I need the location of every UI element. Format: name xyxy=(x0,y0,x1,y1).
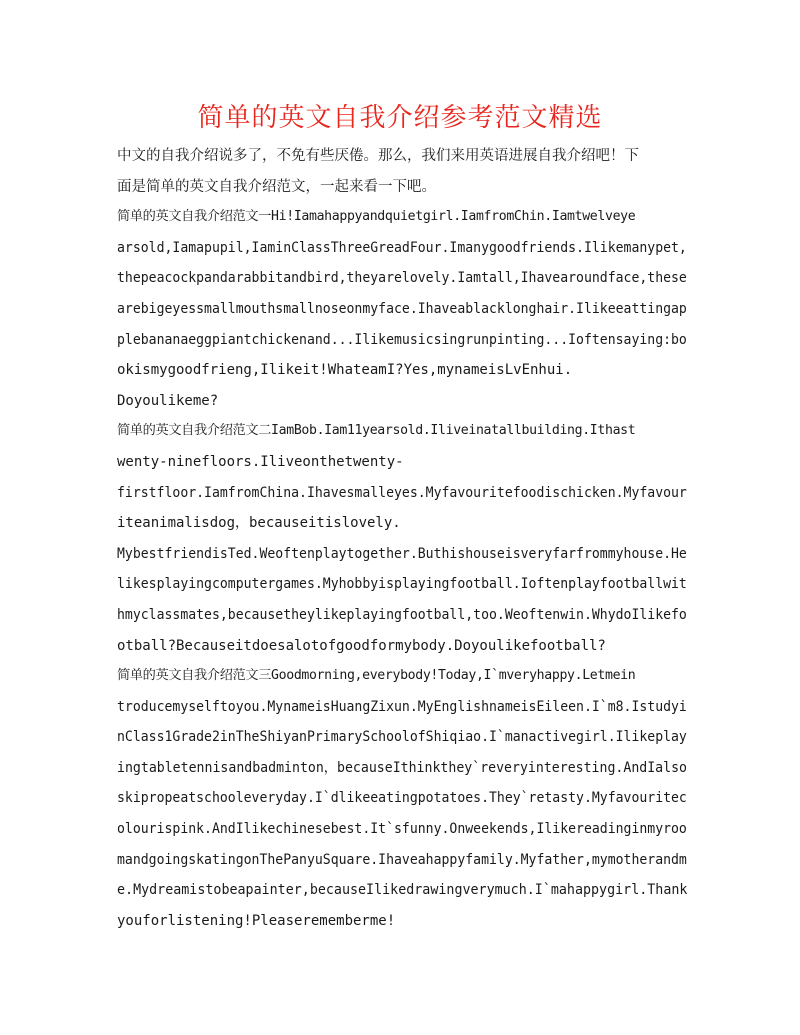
text-line: youforlistening!Pleaserememberme! xyxy=(117,912,396,929)
text-line: arsold,Iamapupil,IaminClassThreeGreadFour.Imanygoodfriends.Ilikemanypet, xyxy=(117,239,687,256)
text-line: firstfloor.IamfromChina.Ihavesmalleyes.Myfavouritefoodischicken.Myfavour xyxy=(117,484,687,501)
text-line: arebigeyessmallmouthsmallnoseonmyface.Ihaveablacklonghair.Ilikeeattingap xyxy=(117,300,687,317)
text-line: nClass1Grade2inTheShiyanPrimarySchoolofShiqiao.I`manactivegirl.Ilikeplay xyxy=(117,729,687,746)
text-line: MybestfriendisTed.Weoftenplaytogether.Buthishouseisveryfarfrommyhouse.He xyxy=(117,545,687,562)
text-line: 面是简单的英文自我介绍范文，一起来看一下吧。 xyxy=(117,178,436,195)
text-line: plebananaeggpiantchickenand...Ilikemusicsingrunpinting...Ioftensaying:bo xyxy=(117,331,687,348)
text-line: otball?Becauseitdoesalotofgoodformybody.Doyoulikefootball? xyxy=(117,637,606,654)
text-line: 简单的英文自我介绍范文一Hi!Iamahappyandquietgirl.IamfromChin.Iamtwelveye xyxy=(117,209,636,225)
text-line: okismygoodfrieng,Ilikeit!WhateamI?Yes,mynameisLvEnhui. xyxy=(117,362,573,379)
text-line: skipropeatschooleveryday.I`dlikeeatingpotatoes.They`retasty.Myfavouritec xyxy=(117,790,687,807)
text-line: e.Mydreamistobeapainter,becauseIlikedrawingverymuch.I`mahappygirl.Thank xyxy=(117,882,688,899)
text-line: thepeacockpandarabbitandbird,theyarelovely.Iamtall,Ihavearoundface,these xyxy=(117,270,687,287)
text-line: 简单的英文自我介绍范文三Goodmorning,everybody!Today,I`mveryhappy.Letmein xyxy=(117,668,636,684)
text-line: mandgoingskatingonThePanyuSquare.Ihaveahappyfamily.Myfather,mymotherandm xyxy=(117,851,687,868)
text-line: troducemyselftoyou.MynameisHuangZixun.MyEnglishnameisEileen.I`m8.Istudyi xyxy=(117,698,687,715)
text-line: Doyoulikeme? xyxy=(117,392,219,409)
text-line: likesplayingcomputergames.Myhobbyisplayingfootball.Ioftenplayfootballwit xyxy=(117,576,687,593)
text-line: ingtabletennisandbadminton，becauseIthinkthey`reveryinteresting.AndIalso xyxy=(117,759,688,776)
document-body xyxy=(117,141,687,936)
text-line: wenty-ninefloors.Iliveonthetwenty- xyxy=(117,453,404,470)
document-title: 简单的英文自我介绍参考范文精选 xyxy=(197,103,603,133)
text-line: 中文的自我介绍说多了，不免有些厌倦。那么，我们来用英语进展自我介绍吧！下 xyxy=(117,148,639,164)
text-line: hmyclassmates,becausetheylikeplayingfootball,too.Weoftenwin.WhydoIlikefo xyxy=(117,606,687,623)
text-line: 简单的英文自我介绍范文二IamBob.Iam11yearsold.Iliveinatallbuilding.Ithast xyxy=(117,423,636,439)
text-line: olourispink.AndIlikechinesebest.It`sfunny.Onweekends,Ilikereadinginmyroo xyxy=(117,821,687,838)
text-line: iteanimalisdog，becauseitislovely. xyxy=(117,515,401,532)
